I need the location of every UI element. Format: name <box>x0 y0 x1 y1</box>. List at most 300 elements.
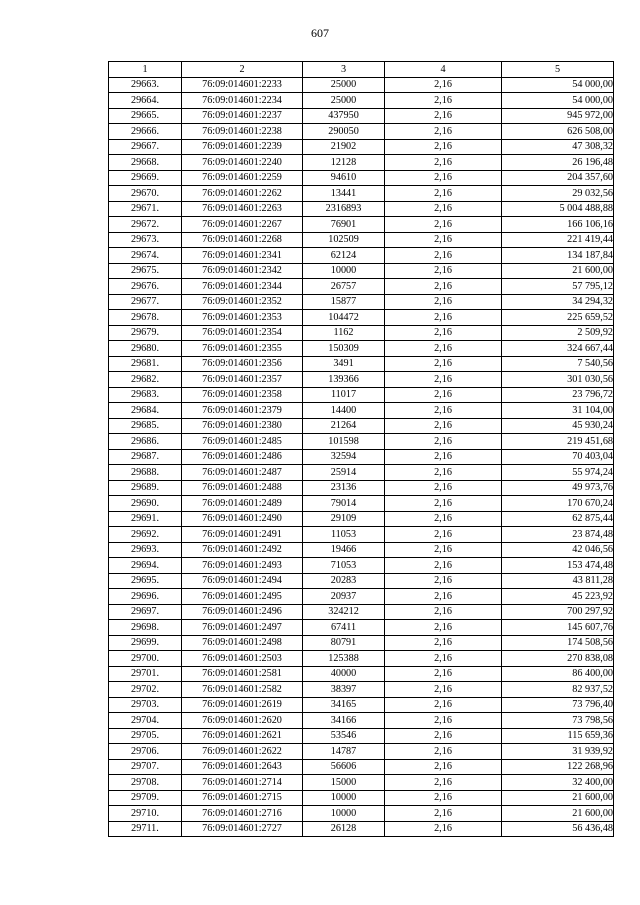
row-number-cell: 29699. <box>109 635 182 651</box>
table-row <box>109 124 614 140</box>
area-cell: 62124 <box>303 248 385 264</box>
area-cell: 25000 <box>303 77 385 93</box>
cadastral-number-cell: 76:09:014601:2716 <box>182 806 303 822</box>
value-cell: 29 032,56 <box>502 186 614 202</box>
cadastral-number-cell: 76:09:014601:2498 <box>182 635 303 651</box>
rate-cell: 2,16 <box>385 821 502 837</box>
table-row <box>109 93 614 109</box>
table-row <box>109 248 614 264</box>
rate-cell: 2,16 <box>385 713 502 729</box>
area-cell: 104472 <box>303 310 385 326</box>
rate-cell: 2,16 <box>385 201 502 217</box>
area-cell: 38397 <box>303 682 385 698</box>
area-cell: 101598 <box>303 434 385 450</box>
rate-cell: 2,16 <box>385 232 502 248</box>
row-number-cell: 29666. <box>109 124 182 140</box>
cadastral-number-cell: 76:09:014601:2622 <box>182 744 303 760</box>
value-cell: 57 795,12 <box>502 279 614 295</box>
cadastral-number-cell: 76:09:014601:2621 <box>182 728 303 744</box>
area-cell: 25000 <box>303 93 385 109</box>
value-cell: 31 939,92 <box>502 744 614 760</box>
area-cell: 53546 <box>303 728 385 744</box>
value-cell: 219 451,68 <box>502 434 614 450</box>
value-cell: 45 223,92 <box>502 589 614 605</box>
value-cell: 62 875,44 <box>502 511 614 527</box>
row-number-cell: 29708. <box>109 775 182 791</box>
table-row <box>109 651 614 667</box>
value-cell: 43 811,28 <box>502 573 614 589</box>
rate-cell: 2,16 <box>385 248 502 264</box>
cadastral-number-cell: 76:09:014601:2379 <box>182 403 303 419</box>
table-row <box>109 232 614 248</box>
row-number-cell: 29710. <box>109 806 182 822</box>
cadastral-number-cell: 76:09:014601:2267 <box>182 217 303 233</box>
row-number-cell: 29703. <box>109 697 182 713</box>
rate-cell: 2,16 <box>385 558 502 574</box>
page-number: 607 <box>311 26 329 40</box>
column-header-5: 5 <box>502 62 614 78</box>
cadastral-number-cell: 76:09:014601:2259 <box>182 170 303 186</box>
area-cell: 11053 <box>303 527 385 543</box>
rate-cell: 2,16 <box>385 124 502 140</box>
table-row <box>109 356 614 372</box>
area-cell: 139366 <box>303 372 385 388</box>
cadastral-number-cell: 76:09:014601:2581 <box>182 666 303 682</box>
rate-cell: 2,16 <box>385 186 502 202</box>
table-row <box>109 108 614 124</box>
row-number-cell: 29683. <box>109 387 182 403</box>
value-cell: 270 838,08 <box>502 651 614 667</box>
row-number-cell: 29670. <box>109 186 182 202</box>
rate-cell: 2,16 <box>385 325 502 341</box>
cadastral-number-cell: 76:09:014601:2352 <box>182 294 303 310</box>
value-cell: 945 972,00 <box>502 108 614 124</box>
rate-cell: 2,16 <box>385 403 502 419</box>
cadastral-number-cell: 76:09:014601:2727 <box>182 821 303 837</box>
area-cell: 10000 <box>303 790 385 806</box>
value-cell: 221 419,44 <box>502 232 614 248</box>
area-cell: 67411 <box>303 620 385 636</box>
value-cell: 73 798,56 <box>502 713 614 729</box>
value-cell: 122 268,96 <box>502 759 614 775</box>
value-cell: 42 046,56 <box>502 542 614 558</box>
area-cell: 102509 <box>303 232 385 248</box>
area-cell: 20937 <box>303 589 385 605</box>
area-cell: 34165 <box>303 697 385 713</box>
rate-cell: 2,16 <box>385 356 502 372</box>
area-cell: 79014 <box>303 496 385 512</box>
table-row <box>109 341 614 357</box>
cadastral-number-cell: 76:09:014601:2496 <box>182 604 303 620</box>
row-number-cell: 29677. <box>109 294 182 310</box>
row-number-cell: 29704. <box>109 713 182 729</box>
cadastral-number-cell: 76:09:014601:2354 <box>182 325 303 341</box>
row-number-cell: 29663. <box>109 77 182 93</box>
row-number-cell: 29681. <box>109 356 182 372</box>
rate-cell: 2,16 <box>385 806 502 822</box>
value-cell: 82 937,52 <box>502 682 614 698</box>
cadastral-number-cell: 76:09:014601:2380 <box>182 418 303 434</box>
row-number-cell: 29668. <box>109 155 182 171</box>
value-cell: 23 874,48 <box>502 527 614 543</box>
value-cell: 54 000,00 <box>502 93 614 109</box>
value-cell: 54 000,00 <box>502 77 614 93</box>
row-number-cell: 29688. <box>109 465 182 481</box>
cadastral-number-cell: 76:09:014601:2495 <box>182 589 303 605</box>
table-row <box>109 759 614 775</box>
value-cell: 5 004 488,88 <box>502 201 614 217</box>
row-number-cell: 29700. <box>109 651 182 667</box>
cadastral-value-table <box>108 61 614 837</box>
table-row <box>109 744 614 760</box>
value-cell: 56 436,48 <box>502 821 614 837</box>
row-number-cell: 29690. <box>109 496 182 512</box>
table-row <box>109 279 614 295</box>
table-row <box>109 573 614 589</box>
row-number-cell: 29680. <box>109 341 182 357</box>
table-row <box>109 294 614 310</box>
cadastral-number-cell: 76:09:014601:2582 <box>182 682 303 698</box>
area-cell: 71053 <box>303 558 385 574</box>
table-row <box>109 635 614 651</box>
rate-cell: 2,16 <box>385 418 502 434</box>
table-row <box>109 697 614 713</box>
value-cell: 26 196,48 <box>502 155 614 171</box>
cadastral-number-cell: 76:09:014601:2342 <box>182 263 303 279</box>
row-number-cell: 29701. <box>109 666 182 682</box>
value-cell: 21 600,00 <box>502 263 614 279</box>
cadastral-number-cell: 76:09:014601:2238 <box>182 124 303 140</box>
row-number-cell: 29697. <box>109 604 182 620</box>
area-cell: 21902 <box>303 139 385 155</box>
row-number-cell: 29678. <box>109 310 182 326</box>
column-header-2: 2 <box>182 62 303 78</box>
cadastral-number-cell: 76:09:014601:2643 <box>182 759 303 775</box>
row-number-cell: 29672. <box>109 217 182 233</box>
value-cell: 34 294,32 <box>502 294 614 310</box>
area-cell: 94610 <box>303 170 385 186</box>
row-number-cell: 29671. <box>109 201 182 217</box>
area-cell: 2316893 <box>303 201 385 217</box>
area-cell: 26757 <box>303 279 385 295</box>
rate-cell: 2,16 <box>385 790 502 806</box>
value-cell: 55 974,24 <box>502 465 614 481</box>
cadastral-number-cell: 76:09:014601:2497 <box>182 620 303 636</box>
area-cell: 19466 <box>303 542 385 558</box>
cadastral-number-cell: 76:09:014601:2263 <box>182 201 303 217</box>
area-cell: 26128 <box>303 821 385 837</box>
area-cell: 150309 <box>303 341 385 357</box>
row-number-cell: 29707. <box>109 759 182 775</box>
area-cell: 3491 <box>303 356 385 372</box>
rate-cell: 2,16 <box>385 511 502 527</box>
rate-cell: 2,16 <box>385 387 502 403</box>
area-cell: 12128 <box>303 155 385 171</box>
cadastral-number-cell: 76:09:014601:2491 <box>182 527 303 543</box>
cadastral-number-cell: 76:09:014601:2486 <box>182 449 303 465</box>
area-cell: 437950 <box>303 108 385 124</box>
cadastral-number-cell: 76:09:014601:2492 <box>182 542 303 558</box>
cadastral-number-cell: 76:09:014601:2237 <box>182 108 303 124</box>
table-row <box>109 790 614 806</box>
table-row <box>109 496 614 512</box>
rate-cell: 2,16 <box>385 697 502 713</box>
value-cell: 86 400,00 <box>502 666 614 682</box>
row-number-cell: 29687. <box>109 449 182 465</box>
table-row <box>109 806 614 822</box>
row-number-cell: 29693. <box>109 542 182 558</box>
rate-cell: 2,16 <box>385 108 502 124</box>
rate-cell: 2,16 <box>385 620 502 636</box>
area-cell: 15000 <box>303 775 385 791</box>
cadastral-number-cell: 76:09:014601:2503 <box>182 651 303 667</box>
rate-cell: 2,16 <box>385 682 502 698</box>
area-cell: 25914 <box>303 465 385 481</box>
area-cell: 15877 <box>303 294 385 310</box>
row-number-cell: 29689. <box>109 480 182 496</box>
area-cell: 32594 <box>303 449 385 465</box>
area-cell: 29109 <box>303 511 385 527</box>
value-cell: 204 357,60 <box>502 170 614 186</box>
table-row <box>109 310 614 326</box>
row-number-cell: 29665. <box>109 108 182 124</box>
rate-cell: 2,16 <box>385 604 502 620</box>
area-cell: 290050 <box>303 124 385 140</box>
row-number-cell: 29679. <box>109 325 182 341</box>
rate-cell: 2,16 <box>385 666 502 682</box>
column-header-4: 4 <box>385 62 502 78</box>
rate-cell: 2,16 <box>385 139 502 155</box>
table-body <box>109 77 614 837</box>
row-number-cell: 29706. <box>109 744 182 760</box>
value-cell: 49 973,76 <box>502 480 614 496</box>
table-row <box>109 77 614 93</box>
area-cell: 11017 <box>303 387 385 403</box>
value-cell: 225 659,52 <box>502 310 614 326</box>
table-row <box>109 713 614 729</box>
table-row <box>109 201 614 217</box>
table-row <box>109 604 614 620</box>
cadastral-number-cell: 76:09:014601:2358 <box>182 387 303 403</box>
value-cell: 32 400,00 <box>502 775 614 791</box>
rate-cell: 2,16 <box>385 728 502 744</box>
cadastral-number-cell: 76:09:014601:2620 <box>182 713 303 729</box>
rate-cell: 2,16 <box>385 170 502 186</box>
area-cell: 10000 <box>303 263 385 279</box>
area-cell: 34166 <box>303 713 385 729</box>
table-row <box>109 527 614 543</box>
cadastral-number-cell: 76:09:014601:2490 <box>182 511 303 527</box>
row-number-cell: 29685. <box>109 418 182 434</box>
value-cell: 47 308,32 <box>502 139 614 155</box>
row-number-cell: 29691. <box>109 511 182 527</box>
value-cell: 21 600,00 <box>502 790 614 806</box>
table-row <box>109 480 614 496</box>
rate-cell: 2,16 <box>385 651 502 667</box>
value-cell: 174 508,56 <box>502 635 614 651</box>
area-cell: 1162 <box>303 325 385 341</box>
column-header-1: 1 <box>109 62 182 78</box>
row-number-cell: 29705. <box>109 728 182 744</box>
value-cell: 134 187,84 <box>502 248 614 264</box>
value-cell: 301 030,56 <box>502 372 614 388</box>
value-cell: 166 106,16 <box>502 217 614 233</box>
row-number-cell: 29673. <box>109 232 182 248</box>
area-cell: 14787 <box>303 744 385 760</box>
row-number-cell: 29698. <box>109 620 182 636</box>
row-number-cell: 29667. <box>109 139 182 155</box>
row-number-cell: 29709. <box>109 790 182 806</box>
cadastral-number-cell: 76:09:014601:2493 <box>182 558 303 574</box>
cadastral-number-cell: 76:09:014601:2485 <box>182 434 303 450</box>
row-number-cell: 29675. <box>109 263 182 279</box>
table-row <box>109 589 614 605</box>
table-row <box>109 465 614 481</box>
cadastral-number-cell: 76:09:014601:2353 <box>182 310 303 326</box>
row-number-cell: 29669. <box>109 170 182 186</box>
rate-cell: 2,16 <box>385 294 502 310</box>
cadastral-number-cell: 76:09:014601:2355 <box>182 341 303 357</box>
cadastral-number-cell: 76:09:014601:2344 <box>182 279 303 295</box>
rate-cell: 2,16 <box>385 527 502 543</box>
table-row <box>109 403 614 419</box>
rate-cell: 2,16 <box>385 589 502 605</box>
rate-cell: 2,16 <box>385 279 502 295</box>
table-row <box>109 728 614 744</box>
value-cell: 2 509,92 <box>502 325 614 341</box>
row-number-cell: 29695. <box>109 573 182 589</box>
cadastral-number-cell: 76:09:014601:2233 <box>182 77 303 93</box>
cadastral-number-cell: 76:09:014601:2239 <box>182 139 303 155</box>
table-row <box>109 387 614 403</box>
value-cell: 626 508,00 <box>502 124 614 140</box>
rate-cell: 2,16 <box>385 775 502 791</box>
table-row <box>109 558 614 574</box>
row-number-cell: 29682. <box>109 372 182 388</box>
rate-cell: 2,16 <box>385 744 502 760</box>
table-row <box>109 263 614 279</box>
value-cell: 7 540,56 <box>502 356 614 372</box>
rate-cell: 2,16 <box>385 434 502 450</box>
table-row <box>109 620 614 636</box>
rate-cell: 2,16 <box>385 93 502 109</box>
rate-cell: 2,16 <box>385 496 502 512</box>
cadastral-number-cell: 76:09:014601:2489 <box>182 496 303 512</box>
row-number-cell: 29702. <box>109 682 182 698</box>
area-cell: 324212 <box>303 604 385 620</box>
cadastral-number-cell: 76:09:014601:2494 <box>182 573 303 589</box>
row-number-cell: 29676. <box>109 279 182 295</box>
cadastral-number-cell: 76:09:014601:2619 <box>182 697 303 713</box>
table-row <box>109 372 614 388</box>
value-cell: 145 607,76 <box>502 620 614 636</box>
area-cell: 20283 <box>303 573 385 589</box>
row-number-cell: 29696. <box>109 589 182 605</box>
rate-cell: 2,16 <box>385 573 502 589</box>
value-cell: 23 796,72 <box>502 387 614 403</box>
area-cell: 10000 <box>303 806 385 822</box>
area-cell: 13441 <box>303 186 385 202</box>
value-cell: 153 474,48 <box>502 558 614 574</box>
rate-cell: 2,16 <box>385 449 502 465</box>
area-cell: 56606 <box>303 759 385 775</box>
cadastral-number-cell: 76:09:014601:2240 <box>182 155 303 171</box>
table-row <box>109 325 614 341</box>
rate-cell: 2,16 <box>385 341 502 357</box>
value-cell: 31 104,00 <box>502 403 614 419</box>
table-row <box>109 682 614 698</box>
cadastral-number-cell: 76:09:014601:2234 <box>182 93 303 109</box>
row-number-cell: 29664. <box>109 93 182 109</box>
rate-cell: 2,16 <box>385 635 502 651</box>
row-number-cell: 29711. <box>109 821 182 837</box>
area-cell: 23136 <box>303 480 385 496</box>
cadastral-number-cell: 76:09:014601:2262 <box>182 186 303 202</box>
row-number-cell: 29674. <box>109 248 182 264</box>
rate-cell: 2,16 <box>385 217 502 233</box>
table-row <box>109 666 614 682</box>
table-row <box>109 449 614 465</box>
cadastral-number-cell: 76:09:014601:2268 <box>182 232 303 248</box>
value-cell: 115 659,36 <box>502 728 614 744</box>
table-row <box>109 821 614 837</box>
value-cell: 324 667,44 <box>502 341 614 357</box>
cadastral-number-cell: 76:09:014601:2341 <box>182 248 303 264</box>
area-cell: 76901 <box>303 217 385 233</box>
rate-cell: 2,16 <box>385 372 502 388</box>
table-row <box>109 170 614 186</box>
table-row <box>109 775 614 791</box>
cadastral-number-cell: 76:09:014601:2715 <box>182 790 303 806</box>
area-cell: 40000 <box>303 666 385 682</box>
table-row <box>109 542 614 558</box>
rate-cell: 2,16 <box>385 480 502 496</box>
value-cell: 700 297,92 <box>502 604 614 620</box>
value-cell: 170 670,24 <box>502 496 614 512</box>
rate-cell: 2,16 <box>385 263 502 279</box>
area-cell: 14400 <box>303 403 385 419</box>
row-number-cell: 29694. <box>109 558 182 574</box>
table-row <box>109 139 614 155</box>
table-row <box>109 217 614 233</box>
table-row <box>109 418 614 434</box>
table-row <box>109 434 614 450</box>
rate-cell: 2,16 <box>385 759 502 775</box>
table-row <box>109 155 614 171</box>
value-cell: 70 403,04 <box>502 449 614 465</box>
row-number-cell: 29684. <box>109 403 182 419</box>
rate-cell: 2,16 <box>385 310 502 326</box>
rate-cell: 2,16 <box>385 77 502 93</box>
rate-cell: 2,16 <box>385 542 502 558</box>
row-number-cell: 29686. <box>109 434 182 450</box>
cadastral-number-cell: 76:09:014601:2356 <box>182 356 303 372</box>
cadastral-number-cell: 76:09:014601:2357 <box>182 372 303 388</box>
table-row <box>109 186 614 202</box>
area-cell: 80791 <box>303 635 385 651</box>
area-cell: 125388 <box>303 651 385 667</box>
cadastral-number-cell: 76:09:014601:2714 <box>182 775 303 791</box>
rate-cell: 2,16 <box>385 465 502 481</box>
table-row <box>109 511 614 527</box>
rate-cell: 2,16 <box>385 155 502 171</box>
value-cell: 21 600,00 <box>502 806 614 822</box>
value-cell: 45 930,24 <box>502 418 614 434</box>
row-number-cell: 29692. <box>109 527 182 543</box>
area-cell: 21264 <box>303 418 385 434</box>
value-cell: 73 796,40 <box>502 697 614 713</box>
cadastral-number-cell: 76:09:014601:2487 <box>182 465 303 481</box>
